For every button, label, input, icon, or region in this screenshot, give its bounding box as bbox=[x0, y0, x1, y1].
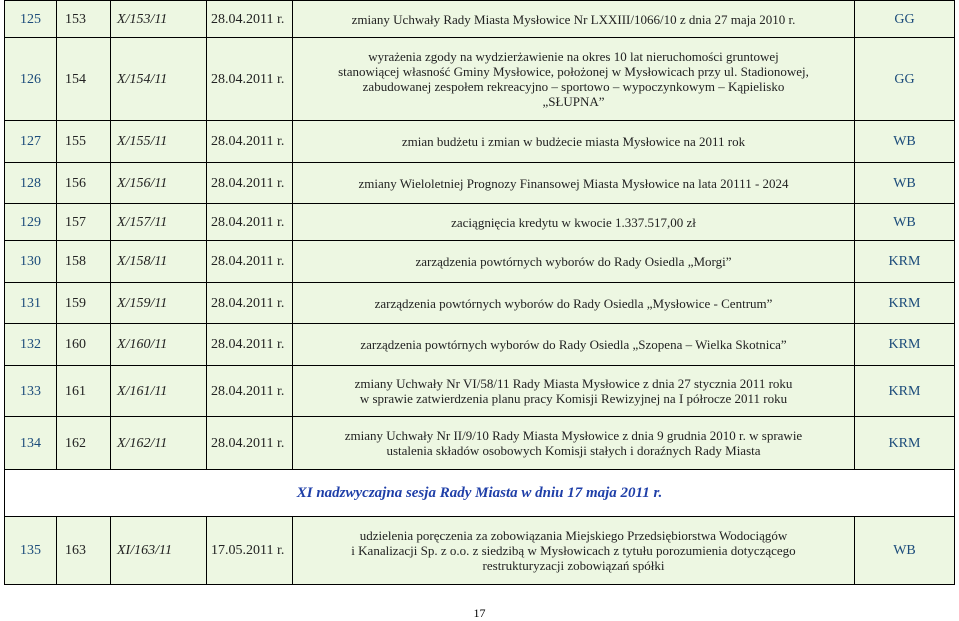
row-number: 125 bbox=[5, 1, 57, 38]
resolution-number: 157 bbox=[57, 204, 111, 241]
resolution-signature: X/155/11 bbox=[111, 121, 207, 163]
description-line: zmiany Uchwały Nr VI/58/11 Rady Miasta Mysłowice z dnia 27 stycznia 2011 roku bbox=[354, 376, 793, 391]
description-line: zmiany Wieloletniej Prognozy Finansowej Miasta Mysłowice na lata 20111 - 2024 bbox=[358, 175, 789, 191]
description-line: zmiany Uchwały Rady Miasta Mysłowice Nr LXXIII/1066/10 z dnia 27 maja 2010 r. bbox=[351, 11, 796, 27]
resolution-signature: X/161/11 bbox=[111, 366, 207, 417]
table-row bbox=[5, 241, 955, 283]
table-row bbox=[5, 517, 955, 585]
description-line: w sprawie zatwierdzenia planu pracy Komisji Rewizyjnej na I półrocze 2011 roku bbox=[359, 391, 788, 406]
table-row bbox=[5, 1, 955, 38]
committee-code: KRM bbox=[855, 366, 955, 417]
description-line: zarządzenia powtórnych wyborów do Rady Osiedla „Mysłowice - Centrum” bbox=[374, 295, 773, 311]
resolution-description bbox=[293, 121, 855, 163]
committee-code: WB bbox=[855, 517, 955, 585]
resolution-number: 156 bbox=[57, 163, 111, 204]
resolution-date: 28.04.2011 r. bbox=[207, 417, 293, 470]
description-line: stanowiącej własność Gminy Mysłowice, położonej w Mysłowicach przy ul. Stadionowej, bbox=[338, 64, 809, 79]
row-number: 127 bbox=[5, 121, 57, 163]
resolution-number: 155 bbox=[57, 121, 111, 163]
resolution-description bbox=[293, 241, 855, 283]
committee-code: WB bbox=[855, 204, 955, 241]
row-number: 135 bbox=[5, 517, 57, 585]
description-line: zmian budżetu i zmian w budżecie miasta Mysłowice na 2011 rok bbox=[401, 134, 746, 149]
committee-code: WB bbox=[855, 121, 955, 163]
row-number: 131 bbox=[5, 283, 57, 324]
resolution-number: 153 bbox=[57, 1, 111, 38]
resolution-signature: X/160/11 bbox=[111, 324, 207, 366]
description-line: zabudowanej zespołem rekreacyjno – sportowo – wypoczynkowym – Kąpielisko bbox=[362, 79, 785, 94]
description-line: zaciągnięcia kredytu w kwocie 1.337.517,00 zł bbox=[451, 214, 696, 230]
resolution-signature: XI/163/11 bbox=[111, 517, 207, 585]
table-row bbox=[5, 366, 955, 417]
resolutions-table-body bbox=[5, 1, 955, 585]
resolution-date: 28.04.2011 r. bbox=[207, 163, 293, 204]
table-row bbox=[5, 121, 955, 163]
resolution-number: 162 bbox=[57, 417, 111, 470]
description-line: zarządzenia powtórnych wyborów do Rady Osiedla „Morgi” bbox=[415, 254, 732, 269]
row-number: 126 bbox=[5, 38, 57, 121]
resolution-signature: X/159/11 bbox=[111, 283, 207, 324]
description-line: zarządzenia powtórnych wyborów do Rady Osiedla „Szopena – Wielka Skotnica” bbox=[360, 337, 787, 352]
resolution-number: 154 bbox=[57, 38, 111, 121]
session-header-row bbox=[5, 470, 955, 517]
resolution-signature: X/162/11 bbox=[111, 417, 207, 470]
resolution-description bbox=[293, 163, 855, 204]
description-line: udzielenia poręczenia za zobowiązania Miejskiego Przedsiębiorstwa Wodociągów bbox=[359, 528, 788, 543]
resolution-number: 158 bbox=[57, 241, 111, 283]
resolution-description bbox=[293, 324, 855, 366]
resolution-number: 160 bbox=[57, 324, 111, 366]
resolution-signature: X/158/11 bbox=[111, 241, 207, 283]
row-number: 128 bbox=[5, 163, 57, 204]
table-row bbox=[5, 417, 955, 470]
table-row bbox=[5, 204, 955, 241]
description-line: zmiany Uchwały Nr II/9/10 Rady Miasta Mysłowice z dnia 9 grudnia 2010 r. w sprawie bbox=[344, 428, 803, 443]
committee-code: KRM bbox=[855, 324, 955, 366]
row-number: 129 bbox=[5, 204, 57, 241]
resolutions-table bbox=[4, 0, 955, 585]
resolution-description bbox=[293, 517, 855, 585]
resolution-date: 28.04.2011 r. bbox=[207, 38, 293, 121]
committee-code: KRM bbox=[855, 417, 955, 470]
committee-code: GG bbox=[855, 38, 955, 121]
resolution-description bbox=[293, 1, 855, 38]
resolution-date: 17.05.2011 r. bbox=[207, 517, 293, 585]
resolution-description bbox=[293, 38, 855, 121]
resolution-description bbox=[293, 204, 855, 241]
resolution-date: 28.04.2011 r. bbox=[207, 366, 293, 417]
resolution-signature: X/153/11 bbox=[111, 1, 207, 38]
row-number: 132 bbox=[5, 324, 57, 366]
resolution-description bbox=[293, 366, 855, 417]
resolution-date: 28.04.2011 r. bbox=[207, 1, 293, 38]
description-line: i Kanalizacji Sp. z o.o. z siedzibą w Mysłowicach z tytułu porozumienia dotyczącego bbox=[351, 543, 796, 558]
resolution-date: 28.04.2011 r. bbox=[207, 241, 293, 283]
row-number: 134 bbox=[5, 417, 57, 470]
resolution-date: 28.04.2011 r. bbox=[207, 121, 293, 163]
page-number: 17 bbox=[473, 606, 486, 620]
resolution-signature: X/157/11 bbox=[111, 204, 207, 241]
resolution-date: 28.04.2011 r. bbox=[207, 283, 293, 324]
resolution-signature: X/156/11 bbox=[111, 163, 207, 204]
resolution-description bbox=[293, 417, 855, 470]
row-number: 133 bbox=[5, 366, 57, 417]
table-row bbox=[5, 283, 955, 324]
resolution-signature: X/154/11 bbox=[111, 38, 207, 121]
session-header: XI nadzwyczajna sesja Rady Miasta w dniu 17 maja 2011 r. bbox=[5, 470, 955, 517]
resolution-number: 159 bbox=[57, 283, 111, 324]
row-number: 130 bbox=[5, 241, 57, 283]
resolution-date: 28.04.2011 r. bbox=[207, 204, 293, 241]
table-row bbox=[5, 38, 955, 121]
committee-code: KRM bbox=[855, 241, 955, 283]
resolution-description bbox=[293, 283, 855, 324]
committee-code: GG bbox=[855, 1, 955, 38]
resolution-number: 161 bbox=[57, 366, 111, 417]
description-line: ustalenia składów osobowych Komisji stałych i doraźnych Rady Miasta bbox=[386, 443, 761, 458]
description-line: „SŁUPNA” bbox=[542, 94, 605, 109]
table-row bbox=[5, 324, 955, 366]
table-row bbox=[5, 163, 955, 204]
resolution-number: 163 bbox=[57, 517, 111, 585]
committee-code: WB bbox=[855, 163, 955, 204]
description-line: wyrażenia zgody na wydzierżawienie na okres 10 lat nieruchomości gruntowej bbox=[368, 49, 779, 64]
committee-code: KRM bbox=[855, 283, 955, 324]
description-line: restrukturyzacji zobowiązań spółki bbox=[482, 558, 665, 573]
resolution-date: 28.04.2011 r. bbox=[207, 324, 293, 366]
